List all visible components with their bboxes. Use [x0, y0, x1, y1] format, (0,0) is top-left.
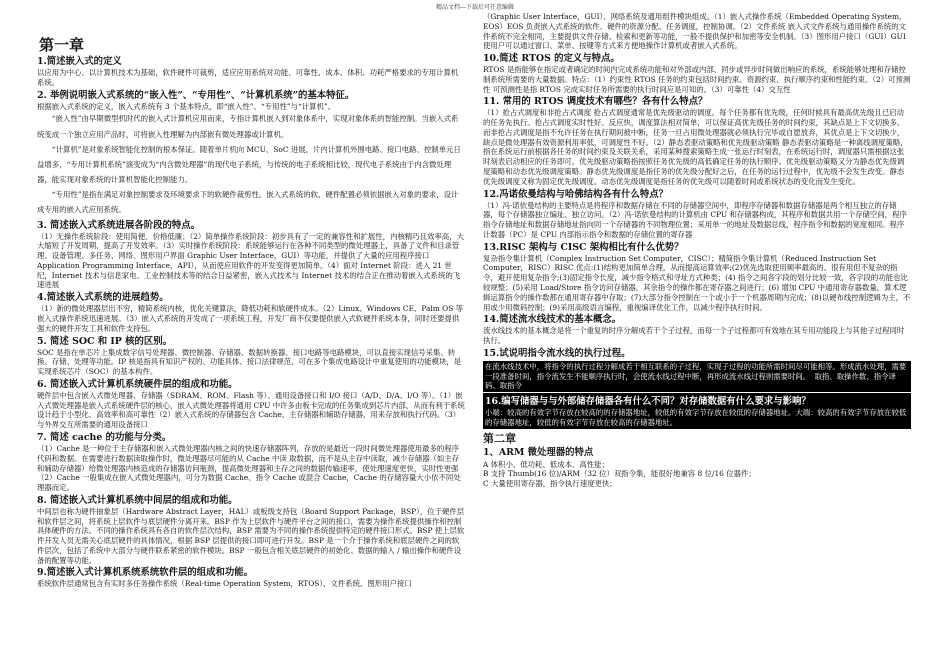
paragraph: （1）Cache 是一种位于主存储器和嵌入式微处理器内核之间的快速存储器阵列，存放的是最近一段时间微处理器使用最多的程序代码和数据。在需要进行数据读取操作时，微处理器尽可能的从 Cache 中读 取数据，而不是从主存中读取，减少存储器（如主存和辅助存储器）给微处理器内核造成的存储器访问瓶颈，提高微处理器和主存之间的数据传输速率，使处理速度更快，实时性更强（2）Cache 一般集成在嵌入式微处理器内，可分为数据 Cache、指令 Cache 或混合 Cache，Cache 的存储容量大小依不同处理器而定。 — [37, 443, 461, 493]
highlighted-block — [483, 361, 911, 392]
section-heading: 11. 常用的 RTOS 调度技术有哪些？各有什么特点？ — [483, 96, 708, 108]
section-heading: 6. 简述嵌入式计算机系统硬件层的组成和功能。 — [37, 378, 238, 390]
paragraph: 中间层也称为硬件抽象层（Hardware Abstract Layer，HAL）或板级支持包（Board Support Package，BSP），位于硬件层和软件层之间，将系统上层软件与底层硬件分离开来。BSP 作为上层软件与硬件平台之间的接口，需要为操作系统提供操作和控制具体硬件的方法。不同的操作系统具有各自的软件层次结构，BSP 需要为不同的操作系统提供特定的硬件接口形式。BSP 使上层软件开发人员无需关心底层硬件的具体情况，根据 BSP 层提供的接口即可进行开发。BSP 是一个介于操作系统和底层硬件之间的软件层次，包括了系统中大部分与硬件联系紧密的软件模块。BSP 一般包含相关底层硬件的初始化、数据的输入 / 输出操作和硬件设备的配置等功能。 — [37, 506, 465, 565]
paragraph: 在流水线技术中，将指令的执行过程分解成若干相互联系的子过程，实现子过程的功能所需时间尽可能相等。形成流水处理，需要一段准备时间，指令流发生不能顺序执行时，会使流水线过程中断，再形成流水线过程则需要时间。 — [485, 361, 907, 381]
paragraph: 硬件层中包含嵌入式微处理器、存储器（SDRAM、ROM、Flash 等）、通用设备接口和 I/O 接口（A/D、D/A、I/O 等）。（1）嵌入式微处理器是嵌入式系统硬件层的核心，嵌入式微处理器将通用 CPU 中许多由板卡完成的任务集成到芯片内部，从而有利于系统设计趋于小型化、高效率和高可靠性（2）嵌入式系统的存储器包含 Cache、主存储器和辅助存储器，用来存放和执行代码。（3）与外界交互所需要的通用设备接口 — [37, 390, 465, 430]
section-heading: 16.编写储器与与外部储存储器各有什么不同？对存储数据有什么要求与影响？ — [485, 396, 811, 408]
section-heading: 7. 简述 cache 的功能与分类。 — [37, 431, 172, 443]
section-heading: 1.简述嵌入式的定义 — [37, 56, 122, 67]
paragraph: “计算机”是对象系统智能化控制的根本保证。随着单片机向 MCU、SoC 进展，片内计算机外围电路、接口电路、控制单元日益增多，“专用计算机系统”演变成为“内含微处理器”的现代电子系统，与传统的电子系统相比较，现代电子系统由于内含微处理器，能实现对象系统的计算机智能化控制能力。 — [37, 144, 461, 185]
highlighted-phrase: 取指、取操作数、指令译码、取指令 — [485, 371, 896, 391]
paragraph: （Graphic User Interface，GUI）、网络系统及通用组件模块组成。（1）嵌入式操作系统（Embedded Operating System，EOS）EOS 负责嵌入式系统的软件、硬件的资源分配、任务调度，控制协调。（2）文件系统 嵌入式文件系统与通用操作系统的文件系统不完全相同，主要提供文件存储、检索和更新等功能，一般不提供保护和加密等安全机制。（3）图形用户接口（GUI）GUI 使用户可以通过窗口、菜单、按键等方式来方便地操作计算机或者嵌入式系统。 — [483, 12, 907, 51]
paragraph: 系统软件层通常包含有实时多任务操作系统（Real-time Operation System，RTOS）、文件系统、图形用户接口 — [37, 579, 412, 589]
paragraph: 流水线技术的基本概念是将一个重复的时序分解成若干个子过程，而每一个子过程都可有效地在其专用功能段上与其他子过程同时执行。 — [483, 326, 905, 346]
chapter-title: 第一章 — [39, 36, 85, 54]
section-heading: 12.冯诺依曼结构与哈佛结构各有什么特点？ — [483, 188, 669, 200]
paragraph: （1）冯·诺依曼结构的主要特点是将程序和数据存储在不同的存储器空间中，即程序存储器和数据存储器是两个相互独立的存储器，每个存储器独立编址、独立访问。（2）冯·诺依曼结构的计算机由 CPU 和存储器构成，其程序和数据共用一个存储空间，程序指令存储地址和数据存储地址指向同一个存储器的不同物理位置；采用单一的地址及数据总线，程序指令和数据的宽度相同。程序计数器（PC）是 CPU 内部指示指令和数据的存储位置的寄存器 — [483, 200, 907, 239]
chapter-title: 第二章 — [483, 431, 516, 445]
paragraph: （1）无操作系统阶段：使用简便、价格低廉；（2）简单操作系统阶段：初步具有了一定的兼容性和扩展性，内核精巧且效率高，大大缩短了开发周期，提高了开发效率。（3）实时操作系统阶段：系统能够运行在各种不同类型的微处理器上，具备了文件和目录管理、设备管理、多任务、网络、图形用户界面 Graphic User Interface，GUI）等功能，并提供了大量的应用程序接口 Application Programming Interface，API），从而使应用软件的开发变得更加简单。（4）面对 Internet 阶段：进入 21 世纪，Internet 技术与信息家电、工业控制技术等的结合日益紧密，嵌入式技术与 Internet 技术的结合正在推动着嵌入式系统的飞速进展 — [37, 231, 464, 290]
list-item: C 大量使用寄存器，指令执行速度更快； — [483, 479, 617, 489]
left-column — [37, 12, 465, 668]
section-heading: 10.简述 RTOS 的定义与特点。 — [483, 53, 620, 65]
paragraph: 根据嵌入式系统的定义，嵌入式系统有 3 个基本特点，即“嵌入性”、“专用性”与“计算机”。 — [37, 101, 336, 111]
paragraph: “专用性”是指在满足对象控制要求及环境要求下的软硬件裁剪性。嵌入式系统的软、硬件配置必须依据嵌入对象的要求，设计成专用的嵌入式应用系统。 — [37, 190, 459, 215]
section-heading: 8. 简述嵌入式计算机系统中间层的组成和功能。 — [37, 494, 238, 506]
paragraph: “嵌入性”由早期微型机时代的嵌入式计算机应用而来，专指计算机嵌入到对象体系中，实现对象体系的智能控制。当嵌入式系统变成一个独立应用产品时，可将嵌入性理解为内部嵌有微处理器或计算机。 — [37, 114, 459, 139]
paragraph: SOC 是指在单芯片上集成数字信号处理器、微控制器、存储器、数据转换器、接口电路等电路模块，可以直接实现信号采集、转换、存储、处理等功能。IP 核是指具有知识产权的、功能具体、接口法律规范、可在多个集成电路设计中重复使用的功能模块，是实现系统芯片（SOC）的基本构件。 — [37, 347, 462, 377]
highlighted-block — [483, 393, 911, 429]
paragraph: （1）新的微处理器层出不穷，精简系统内核，优化关键算法，降低功耗和软硬件成本。（2）Linux、Windows CE、Palm OS 等嵌入式操作系统迅速进展。（3）嵌入式系统的开发成了一项系统工程，开发厂商不仅要提供嵌入式软硬件系统本身，同时还要提供强大的硬件开发工具和软件支持包。 — [37, 304, 463, 333]
header-note: 精品文档---下载后可任意编辑 — [435, 4, 515, 11]
section-heading: 3. 简述嵌入式系统进展各阶段的特点。 — [37, 219, 201, 231]
paragraph: 复杂指令集计算机（Complex Instruction Set Computer，CISC）；精简指令集计算机（Reduced Instruction Set Computer，RISC）RISC 优点:(1)结构更加简单合理，从而提高运算效率;(2)优先选取使用频率最高的、很有用但不复杂的指令，避开使用复杂指令;(3)固定指令长度，减少指令格式和寻址方式种类；(4) 指令之间各字段的划分比较一致，各字段的功能也比较规整；(5)采用 Load/Store 指令访问存储器，其余指令的操作都在寄存器之间进行；(6) 增加 CPU 中通用寄存器数量，算术逻辑运算指令的操作数都在通用寄存器中存取；(7)大部分指令控制在一个或小于一个机器周期内完成；(8)以硬布线控制逻辑为主，不用或少用微码控制；(9)采用高级语言编程，重视编译优化工作，以减少程序执行时间。 — [483, 253, 911, 312]
section-heading: 9.简述嵌入式计算机系统系统软件层的组成和功能。 — [37, 567, 254, 579]
section-heading: 2. 举例说明嵌入式系统的“嵌入性”、“专用性”、“计算机系统”的基本特征。 — [37, 89, 355, 101]
paragraph: 以应用为中心、以计算机技术为基础，软件硬件可裁剪，适应应用系统对功能、可靠性、成本、体积、功耗严格要求的专用计算机系统。 — [37, 68, 459, 87]
section-heading: 4.简述嵌入式系统的进展趋势。 — [37, 292, 169, 304]
paragraph: RTOS 是指能够在指定或者确定的时间内完成系统功能和对外部或内部、同步或异步时间做出响应的系统，系统能够处理和存储控制系统所需要的大量数据。特点：（1）约束性 RTOS 任务的约束包括时间约束、资源约束、执行顺序约束和性能约束。（2）可预测性 可预测性是指 RTOS 完成实时任务所需要的执行时间应是可知的。（3）可靠性（4）交互性 — [483, 65, 911, 94]
paragraph: 小端：较高的有效字节存放在较高的的存储器地址，较低的有效字节存放在较低的存储器地址。大端：较高的有效字节存放在较低的存储器地址，较低的有效字节存放在较高的存储器地址。 — [485, 408, 907, 427]
right-column — [483, 12, 911, 668]
list-item: A 体积小、低功耗、低成本、高性能； — [483, 459, 609, 469]
list-item: B 支持 Thumb(16 位)/ARM（32 位）双指令集，能很好地兼容 8 位/16 位器件； — [483, 469, 756, 479]
paragraph: （1）抢占式调度和非抢占式调度 抢占式调度通常是优先级驱动的调度。每个任务都有优先级，任何时候具有最高优先级且已启动的任务先执行。抢占式调度实时性好、反应快，调度算法相对简单，可以保证高优先级任务的时间约束，其缺点是上下文切换多。而非抢占式调度是指不允许任务在执行期间被中断，任务一旦占用微处理器就必须执行完毕或自愿放弃，其优点是上下文切换少，缺点是微处理器有效资源利用率低，可调度性不好。（2）静态表驱动策略和优先级驱动策略 静态表驱动策略是一种离线调度策略，指在系统运行前根据各任务的时间约束及关联关系，采用某种搜索策略生成一张运行时刻表，在系统运行时，调度器只需根据这张时刻表启动相应的任务即可。优先级驱动策略指按照任务优先级的高低确定任务的执行顺序。优先级驱动策略又分为静态优先级调度策略和动态优先级调度策略。静态优先级调度是指任务的优先级分配好之后，在任务的运行过程中，优先级不会发生改变。静态优先级调度又称为固定优先级调度。动态优先级调度是指任务的优先级可以随着时间或系统状态的变化而发生变化。 — [483, 108, 908, 186]
section-heading: 5. 简述 SOC 和 IP 核的区别。 — [37, 335, 172, 347]
section-heading: 15.试说明指令流水线的执行过程。 — [483, 347, 631, 359]
section-heading: 1、ARM 微处理器的特点 — [483, 447, 594, 459]
section-heading: 14.简述流水线技术的基本概念。 — [483, 314, 622, 326]
section-heading: 13.RISC 架构与 CISC 架构相比有什么优势？ — [483, 241, 684, 253]
